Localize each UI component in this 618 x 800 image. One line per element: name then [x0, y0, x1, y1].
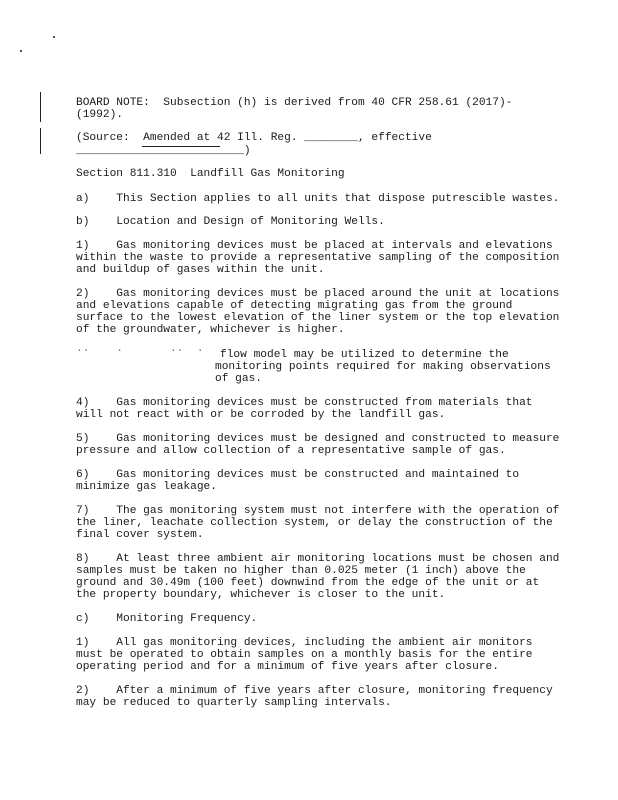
c-item-1-line: 1) All gas monitoring devices, including the ambient air monitors [76, 637, 533, 649]
item-7-line: final cover system. [76, 529, 204, 541]
item-1-line: and buildup of gases within the unit. [76, 264, 325, 276]
item-4-line: 4) Gas monitoring devices must be constructed from materials that [76, 397, 533, 409]
item-3-line: flow model may be utilized to determine the [220, 349, 509, 361]
item-8-line: the property boundary, whichever is closer to the unit. [76, 589, 446, 601]
subsection-c: c) Monitoring Frequency. [76, 613, 258, 625]
item-8-line: 8) At least three ambient air monitoring locations must be chosen and [76, 553, 560, 565]
item-8-line: samples must be taken no higher than 0.025 meter (1 inch) above the [76, 565, 526, 577]
board-note-line: BOARD NOTE: Subsection (h) is derived from 40 CFR 258.61 (2017)- [76, 97, 513, 109]
c-item-1-line: operating period and for a minimum of five years after closure. [76, 661, 499, 673]
item-2-line: and elevations capable of detecting migrating gas from the ground [76, 300, 513, 312]
source-note-line: _________________________) [76, 145, 251, 157]
item-6-line: minimize gas leakage. [76, 481, 217, 493]
section-heading: Section 811.310 Landfill Gas Monitoring [76, 168, 345, 180]
item-1-line: within the waste to provide a representative sampling of the composition [76, 252, 560, 264]
item-3-fragment-mark: .. . .. . [76, 343, 204, 355]
item-8-line: ground and 30.49m (100 feet) downwind from the edge of the unit or at [76, 577, 540, 589]
c-item-2-line: may be reduced to quarterly sampling intervals. [76, 697, 392, 709]
item-2-line: of the groundwater, whichever is higher. [76, 324, 345, 336]
item-7-line: 7) The gas monitoring system must not interfere with the operation of [76, 505, 560, 517]
item-3-line: of gas. [215, 373, 262, 385]
item-5-line: 5) Gas monitoring devices must be designed and constructed to measure [76, 433, 560, 445]
board-note-line: (1992). [76, 109, 123, 121]
item-7-line: the liner, leachate collection system, or delay the construction of the [76, 517, 553, 529]
item-5-line: pressure and allow collection of a representative sample of gas. [76, 445, 506, 457]
revision-bar [40, 92, 41, 122]
subsection-a: a) This Section applies to all units that dispose putrescible wastes. [76, 193, 560, 205]
scan-speck [53, 36, 55, 38]
item-4-line: will not react with or be corroded by the landfill gas. [76, 409, 446, 421]
item-2-line: 2) Gas monitoring devices must be placed around the unit at locations [76, 288, 560, 300]
revision-bar [40, 128, 41, 154]
subsection-b: b) Location and Design of Monitoring Wells. [76, 216, 385, 228]
item-6-line: 6) Gas monitoring devices must be constructed and maintained to [76, 469, 520, 481]
item-3-line: monitoring points required for making observations [215, 361, 551, 373]
c-item-1-line: must be operated to obtain samples on a monthly basis for the entire [76, 649, 533, 661]
item-2-line: surface to the lowest elevation of the liner system or the top elevation [76, 312, 560, 324]
c-item-2-line: 2) After a minimum of five years after closure, monitoring frequency [76, 685, 553, 697]
source-note-line: (Source: Amended at 42 Ill. Reg. ________, effective [76, 132, 432, 144]
item-1-line: 1) Gas monitoring devices must be placed at intervals and elevations [76, 240, 553, 252]
scan-speck [20, 50, 22, 52]
